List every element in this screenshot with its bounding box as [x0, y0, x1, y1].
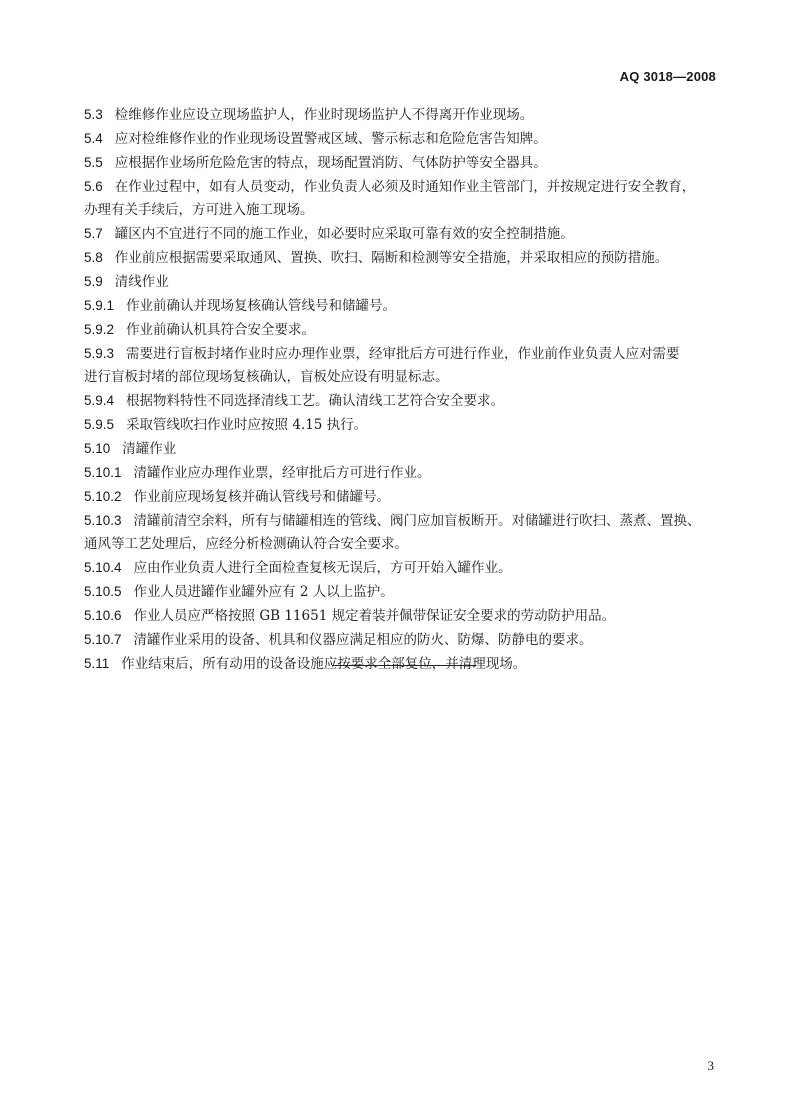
clause-continuation-line [84, 366, 732, 389]
clause-number: 5.9.5 [84, 417, 115, 432]
clause-text: 清罐前清空余料，所有与储罐相连的管线、阀门应加盲板断开。对储罐进行吹扫、蒸煮、置换、 [133, 513, 701, 529]
clause-number: 5.10.6 [84, 608, 122, 623]
clause-number: 5.9.3 [84, 346, 115, 361]
clause-number: 5.3 [84, 107, 103, 122]
clause-line [84, 175, 732, 199]
clause-line [84, 413, 732, 437]
clause-line [84, 127, 732, 151]
clause-number: 5.6 [84, 179, 103, 194]
clause-text: 作业人员应严格按照 GB 11651 规定着装并佩带保证安全要求的劳动防护用品。 [133, 608, 616, 624]
clause-text: 作业前确认机具符合安全要求。 [126, 322, 316, 338]
clause-text: 作业结束后，所有动用的设备设施应按要求全部复位，并清理现场。 [121, 656, 527, 672]
clause-text: 作业前应根据需要采取通风、置换、吹扫、隔断和检测等安全措施，并采取相应的预防措施。 [114, 250, 669, 266]
clause-number: 5.7 [84, 226, 103, 241]
clause-line [84, 604, 732, 628]
clause-line [84, 103, 732, 127]
clause-list [84, 103, 732, 676]
clause-text: 通风等工艺处理后，应经分析检测确认符合安全要求。 [84, 536, 408, 552]
clause-line [84, 652, 732, 676]
clause-text: 在作业过程中，如有人员变动，作业负责人必须及时通知作业主管部门，并按规定进行安全教育， [114, 179, 696, 195]
clause-line [84, 556, 732, 580]
clause-line [84, 246, 732, 270]
clause-number: 5.10.4 [84, 560, 122, 575]
clause-number: 5.10.2 [84, 489, 122, 504]
clause-text: 应对检维修作业的作业现场设置警戒区域、警示标志和危险危害告知牌。 [114, 131, 547, 147]
clause-text: 清线作业 [114, 274, 169, 290]
clause-text: 清罐作业应办理作业票，经审批后方可进行作业。 [133, 465, 431, 481]
clause-number: 5.10 [84, 441, 111, 456]
clause-text: 根据物料特性不同选择清线工艺。确认清线工艺符合安全要求。 [126, 393, 505, 409]
clause-text: 罐区内不宜进行不同的施工作业，如必要时应采取可靠有效的安全控制措施。 [114, 226, 574, 242]
clause-number: 5.11 [84, 656, 110, 671]
clause-line [84, 318, 732, 342]
clause-text: 采取管线吹扫作业时应按照 4.15 执行。 [126, 417, 368, 433]
clause-line [84, 270, 732, 294]
clause-number: 5.9 [84, 274, 103, 289]
clause-line [84, 151, 732, 175]
clause-line [84, 222, 732, 246]
clause-line [84, 628, 732, 652]
clause-line [84, 437, 732, 461]
clause-line [84, 342, 732, 366]
clause-text: 作业前应现场复核并确认管线号和储罐号。 [133, 489, 391, 505]
clause-number: 5.10.7 [84, 632, 122, 647]
clause-number: 5.8 [84, 250, 103, 265]
clause-text: 清罐作业 [122, 441, 177, 457]
clause-line [84, 509, 732, 533]
clause-line [84, 294, 732, 318]
standard-code: AQ 3018—2008 [619, 69, 716, 84]
clause-continuation-line [84, 533, 732, 556]
clause-text: 应由作业负责人进行全面检查复核无误后，方可开始入罐作业。 [133, 560, 512, 576]
clause-text: 检维修作业应设立现场监护人，作业时现场监护人不得离开作业现场。 [114, 107, 534, 123]
clause-number: 5.4 [84, 131, 103, 146]
clause-line [84, 580, 732, 604]
clause-text: 需要进行盲板封堵作业时应办理作业票，经审批后方可进行作业，作业前作业负责人应对需要 [126, 346, 680, 362]
clause-number: 5.10.1 [84, 465, 122, 480]
end-rule-divider [332, 665, 476, 666]
clause-number: 5.9.4 [84, 393, 115, 408]
clause-continuation-line [84, 199, 732, 222]
page-number: 3 [707, 1058, 714, 1073]
clause-text: 应根据作业场所危险危害的特点，现场配置消防、气体防护等安全器具。 [114, 155, 547, 171]
clause-text: 作业前确认并现场复核确认管线号和储罐号。 [126, 298, 397, 314]
clause-line [84, 485, 732, 509]
clause-number: 5.10.3 [84, 513, 122, 528]
clause-number: 5.9.2 [84, 322, 115, 337]
clause-number: 5.10.5 [84, 584, 122, 599]
clause-number: 5.5 [84, 155, 103, 170]
clause-line [84, 389, 732, 413]
clause-text: 清罐作业采用的设备、机具和仪器应满足相应的防火、防爆、防静电的要求。 [133, 632, 593, 648]
clause-number: 5.9.1 [84, 298, 115, 313]
clause-text: 进行盲板封堵的部位现场复核确认，盲板处应设有明显标志。 [84, 369, 449, 385]
clause-text: 作业人员进罐作业罐外应有 2 人以上监护。 [133, 584, 394, 600]
clause-line [84, 461, 732, 485]
clause-text: 办理有关手续后，方可进入施工现场。 [84, 202, 314, 218]
